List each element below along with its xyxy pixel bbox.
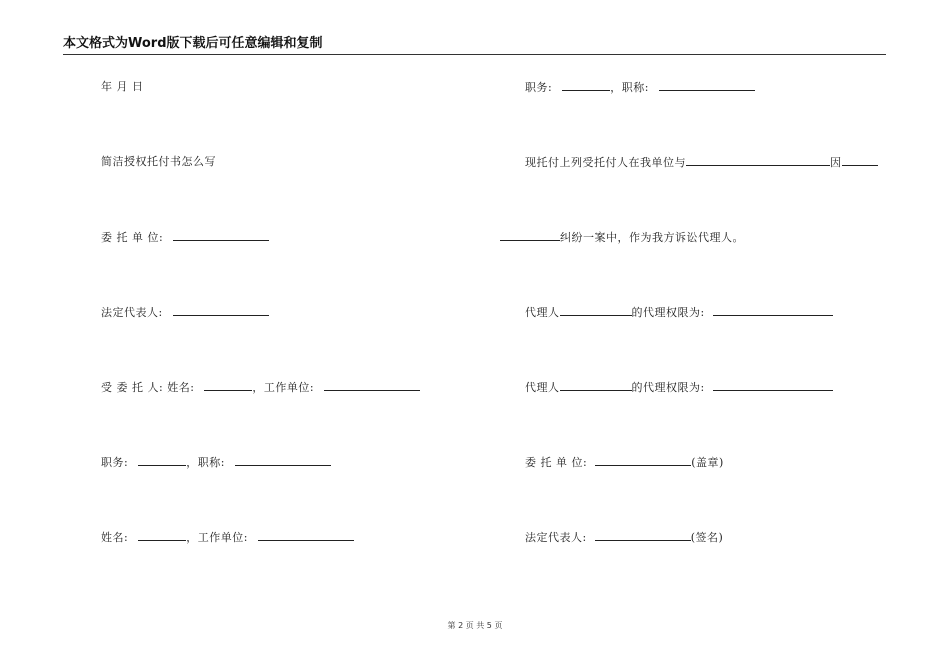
agent-scope-line-1 [525, 305, 833, 320]
agent-scope-label-1: 的代理权限为: [631, 306, 705, 319]
right-title-blank [659, 80, 755, 91]
right-legal-rep-label: 法定代表人: [525, 531, 587, 544]
entrust-text-mid: 因 [830, 156, 842, 169]
agent-name-blank-2 [560, 380, 632, 391]
legal-rep-line [101, 305, 269, 320]
right-entrust-unit-line [525, 455, 724, 470]
left-position-blank [138, 455, 186, 466]
date-line-text: 年 月 日 [101, 80, 144, 93]
right-legal-rep-blank [595, 530, 691, 541]
agent-label-2: 代理人 [525, 381, 560, 394]
right-legal-rep-line [525, 530, 723, 545]
trustee-line [101, 380, 420, 395]
agent-scope-label-2: 的代理权限为: [631, 381, 705, 394]
right-position-blank [562, 80, 610, 91]
right-title-label: ，职称: [610, 81, 649, 94]
left-position-label: 职务: [101, 456, 129, 469]
left-title-label: ，职称: [186, 456, 225, 469]
name-line [101, 530, 354, 545]
trustee-unit-blank [324, 380, 420, 391]
page-number: 第 2 页 共 5 页 [447, 621, 503, 630]
name-blank [138, 530, 186, 541]
trustee-label: 受 委 托 人: 姓名: [101, 381, 195, 394]
right-entrust-unit-blank [595, 455, 691, 466]
right-position-label: 职务: [525, 81, 553, 94]
right-position-line [525, 80, 755, 95]
entrust-text-end: 纠纷一案中，作为我方诉讼代理人。 [560, 231, 744, 244]
entrust-unit-line [101, 230, 269, 245]
trustee-unit-label: ，工作单位: [252, 381, 315, 394]
reason-blank-start [842, 155, 878, 166]
header-title: 本文格式为Word版下载后可任意编辑和复制 [63, 36, 323, 51]
legal-rep-label: 法定代表人: [101, 306, 163, 319]
agent-name-blank-1 [560, 305, 632, 316]
left-position-line [101, 455, 331, 470]
entrust-text-continuation [500, 230, 744, 245]
date-line [101, 80, 144, 94]
agent-label-1: 代理人 [525, 306, 560, 319]
legal-rep-blank [173, 305, 269, 316]
left-title-blank [235, 455, 331, 466]
agent-scope-line-2 [525, 380, 833, 395]
document-heading [101, 155, 216, 169]
trustee-name-blank [204, 380, 252, 391]
reason-blank-end [500, 230, 560, 241]
entrust-text-start: 现托付上列受托付人在我单位与 [525, 156, 686, 169]
entrust-unit-label: 委 托 单 位: [101, 231, 164, 244]
agent-scope-blank-2 [713, 380, 833, 391]
document-heading-text: 简洁授权托付书怎么写 [101, 155, 216, 168]
entrust-unit-blank [173, 230, 269, 241]
seal-note: (盖章) [691, 456, 724, 469]
right-entrust-unit-label: 委 托 单 位: [525, 456, 588, 469]
page-header [63, 36, 886, 55]
sign-note: (签名) [690, 531, 724, 544]
opponent-blank [686, 155, 830, 166]
agent-scope-blank-1 [713, 305, 833, 316]
page-footer [0, 621, 950, 631]
work-unit-label: ，工作单位: [186, 531, 248, 544]
entrust-text-line [525, 155, 878, 170]
work-unit-blank [258, 530, 354, 541]
name-label: 姓名: [101, 531, 129, 544]
